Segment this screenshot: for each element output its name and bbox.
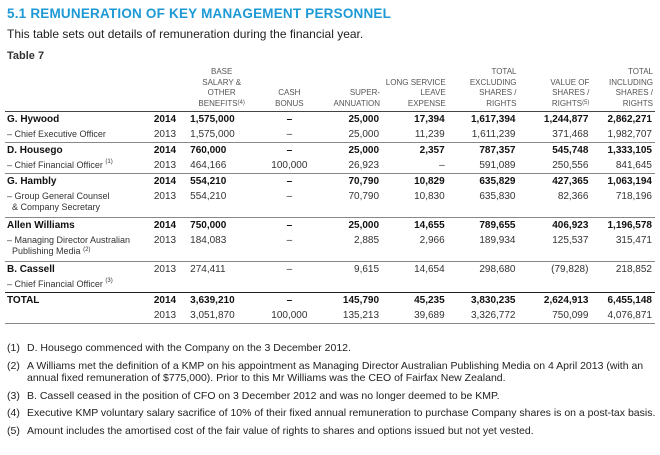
footnote: (5) Amount includes the amortised cost of the fair value of rights to shares and options issued but not yet vested.	[7, 424, 534, 437]
table-row	[5, 277, 655, 293]
superannuation-cell: 25,000	[320, 218, 382, 234]
year-cell: 2013	[151, 262, 184, 278]
year-cell: 2014	[151, 293, 184, 309]
table-row	[5, 174, 655, 190]
footnote: (1) D. Housego commenced with the Company on the 3 December 2012.	[7, 342, 351, 354]
value-of-shares-cell: 406,923	[519, 218, 592, 234]
total-including-cell: 218,852	[591, 262, 655, 278]
total-label: TOTAL	[5, 293, 151, 309]
role-title: – Chief Financial Officer $^{(1)}$	[7, 159, 113, 170]
superannuation-cell: 25,000	[348, 114, 380, 125]
value-of-shares-cell: 371,468	[552, 129, 589, 140]
total-excluding-cell: 591,089	[479, 160, 516, 171]
total-including-cell: 841,645	[615, 160, 652, 171]
value-of-shares-cell: 750,099	[519, 308, 592, 324]
footnote-ref: (2)	[83, 247, 91, 253]
person-name: G. Hywood	[7, 114, 60, 125]
total-excluding-cell: 1,617,394	[471, 114, 516, 125]
total-excluding-cell: 787,357	[448, 143, 519, 159]
person-name: D. Housego	[5, 143, 151, 159]
value-of-shares-cell: 2,624,913	[519, 293, 592, 309]
cash-bonus-cell: –	[286, 235, 293, 246]
role-title: – Group General Counsel & Company Secretary	[7, 191, 110, 212]
year-cell: 2014	[151, 143, 184, 159]
table-row	[5, 127, 655, 143]
year-cell: 2013	[153, 129, 177, 140]
long-service-leave-cell: 11,239	[414, 129, 445, 140]
footnote: (4) Executive KMP voluntary salary sacrifice of 10% of their fixed annual remuneration to purchase Company shares is on a post-tax basis.	[7, 407, 656, 419]
base-salary-cell: 554,210	[184, 174, 259, 190]
cash-bonus-cell: –	[259, 143, 319, 159]
table-label: Table 7	[7, 50, 45, 62]
superannuation-cell: 26,923	[348, 160, 380, 171]
long-service-leave-cell: 14,655	[382, 218, 448, 234]
person-name: G. Hambly	[5, 174, 151, 190]
year-cell: 2014	[151, 218, 184, 234]
long-service-leave-cell: 2,357	[382, 143, 448, 159]
table-row	[5, 189, 655, 218]
header-superannuation: SUPER- ANNUATION	[333, 88, 381, 108]
role-title: – Chief Financial Officer $^{(3)}$	[7, 278, 113, 289]
base-salary-cell: 3,639,210	[184, 293, 259, 309]
remuneration-table	[5, 67, 655, 324]
base-salary-cell: 3,051,870	[184, 308, 259, 324]
year-cell: 2014	[153, 114, 177, 125]
total-excluding-cell: 189,934	[479, 235, 516, 246]
cash-bonus-cell: –	[259, 293, 319, 309]
long-service-leave-cell: 14,654	[382, 262, 448, 278]
footnote-ref: (3)	[105, 278, 113, 284]
footnote: (2) A Williams met the definition of a KMP on his appointment as Managing Director Australian Publishing Media on 4 April 2013 (with an annual fixed remuneration of $775,000). Prior to this Mr Williams was the CEO of Fairfax New Zealand.	[7, 359, 644, 384]
total-including-cell: 6,455,148	[591, 293, 655, 309]
total-including-cell: 1,982,707	[607, 129, 652, 140]
cash-bonus-cell: –	[286, 129, 293, 140]
cash-bonus-cell: –	[259, 262, 319, 278]
value-of-shares-cell: (79,828)	[519, 262, 592, 278]
base-salary-cell: 750,000	[184, 218, 259, 234]
base-salary-cell: 184,083	[190, 235, 227, 246]
cash-bonus-cell: –	[286, 114, 293, 125]
total-excluding-cell: 3,326,772	[448, 308, 519, 324]
value-of-shares-cell: 427,365	[519, 174, 592, 190]
table-header-row	[5, 67, 655, 112]
total-excluding-cell: 635,829	[448, 174, 519, 190]
superannuation-cell: 145,790	[320, 293, 382, 309]
long-service-leave-cell: 39,689	[382, 308, 448, 324]
total-including-cell: 1,063,194	[591, 174, 655, 190]
table-row	[5, 143, 655, 159]
base-salary-cell: 760,000	[184, 143, 259, 159]
total-including-cell: 1,333,105	[591, 143, 655, 159]
base-salary-cell: 1,575,000	[190, 129, 235, 140]
year-cell: 2013	[153, 160, 177, 171]
long-service-leave-cell: 10,829	[382, 174, 448, 190]
long-service-leave-cell: 17,394	[414, 114, 445, 125]
header-year	[151, 67, 184, 112]
long-service-leave-cell: 10,830	[414, 191, 445, 202]
cash-bonus-cell: –	[259, 218, 319, 234]
long-service-leave-cell: –	[439, 160, 445, 171]
base-salary-cell: 274,411	[184, 262, 259, 278]
table-row-total	[5, 308, 655, 324]
total-including-cell: 1,196,578	[591, 218, 655, 234]
total-including-cell: 315,471	[615, 235, 652, 246]
value-of-shares-cell: 125,537	[552, 235, 589, 246]
value-of-shares-cell: 82,366	[557, 191, 589, 202]
cash-bonus-cell: 100,000	[271, 160, 308, 171]
long-service-leave-cell: 2,966	[419, 235, 445, 246]
superannuation-cell: 9,615	[320, 262, 382, 278]
total-including-cell: 718,196	[615, 191, 652, 202]
footnote-ref: (1)	[105, 159, 113, 165]
role-title: – Managing Director Australian Publishing Media $^{(2)}$	[7, 235, 131, 256]
role-title: – Chief Executive Officer	[7, 129, 106, 139]
total-excluding-cell: 635,830	[479, 191, 516, 202]
header-cash-bonus: CASH BONUS	[275, 88, 304, 108]
header-base-salary: BASE SALARY & OTHER BENEFITS$^{(4)}$	[198, 67, 245, 108]
base-salary-cell: 1,575,000	[190, 114, 235, 125]
total-excluding-cell: 1,611,239	[471, 129, 516, 140]
footnotes	[7, 342, 657, 442]
cash-bonus-cell: 100,000	[259, 308, 319, 324]
table-row	[5, 112, 655, 128]
year-cell: 2013	[153, 235, 177, 246]
table-row	[5, 158, 655, 174]
year-cell: 2013	[151, 308, 184, 324]
superannuation-cell: 70,790	[320, 174, 382, 190]
person-name: B. Cassell	[5, 262, 151, 278]
total-excluding-cell: 789,655	[448, 218, 519, 234]
person-name: Allen Williams	[5, 218, 151, 234]
base-salary-cell: 554,210	[190, 191, 227, 202]
total-including-cell: 4,076,871	[591, 308, 655, 324]
section-heading: 5.1 REMUNERATION OF KEY MANAGEMENT PERSONNEL	[7, 6, 392, 21]
total-including-cell: 2,862,271	[607, 114, 652, 125]
footnote: (3) B. Cassell ceased in the position of CFO on 3 December 2012 and was no longer deemed to be KMP.	[7, 389, 500, 402]
superannuation-cell: 70,790	[348, 191, 380, 202]
superannuation-cell: 135,213	[320, 308, 382, 324]
total-excluding-cell: 298,680	[448, 262, 519, 278]
value-of-shares-cell: 545,748	[519, 143, 592, 159]
value-of-shares-cell: 1,244,877	[543, 114, 589, 125]
table-row	[5, 218, 655, 234]
year-cell: 2013	[153, 191, 177, 202]
value-of-shares-cell: 250,556	[552, 160, 589, 171]
cash-bonus-cell: –	[259, 174, 319, 190]
intro-text: This table sets out details of remuneration during the financial year.	[7, 27, 364, 41]
header-value-of-shares: VALUE OF SHARES / RIGHTS$^{(5)}$	[550, 77, 590, 108]
table-row-total	[5, 293, 655, 309]
year-cell: 2014	[151, 174, 184, 190]
base-salary-cell: 464,166	[190, 160, 227, 171]
cash-bonus-cell: –	[286, 191, 293, 202]
header-name	[5, 67, 151, 112]
superannuation-cell: 25,000	[320, 143, 382, 159]
total-excluding-cell: 3,830,235	[448, 293, 519, 309]
table-row	[5, 262, 655, 278]
header-long-service-leave: LONG SERVICE LEAVE EXPENSE	[385, 77, 446, 108]
superannuation-cell: 25,000	[348, 129, 380, 140]
table-row	[5, 233, 655, 262]
superannuation-cell: 2,885	[354, 235, 380, 246]
header-total-including: TOTAL INCLUDING SHARES / RIGHTS	[608, 67, 653, 108]
long-service-leave-cell: 45,235	[382, 293, 448, 309]
header-total-excluding: TOTAL EXCLUDING SHARES / RIGHTS	[469, 67, 517, 108]
